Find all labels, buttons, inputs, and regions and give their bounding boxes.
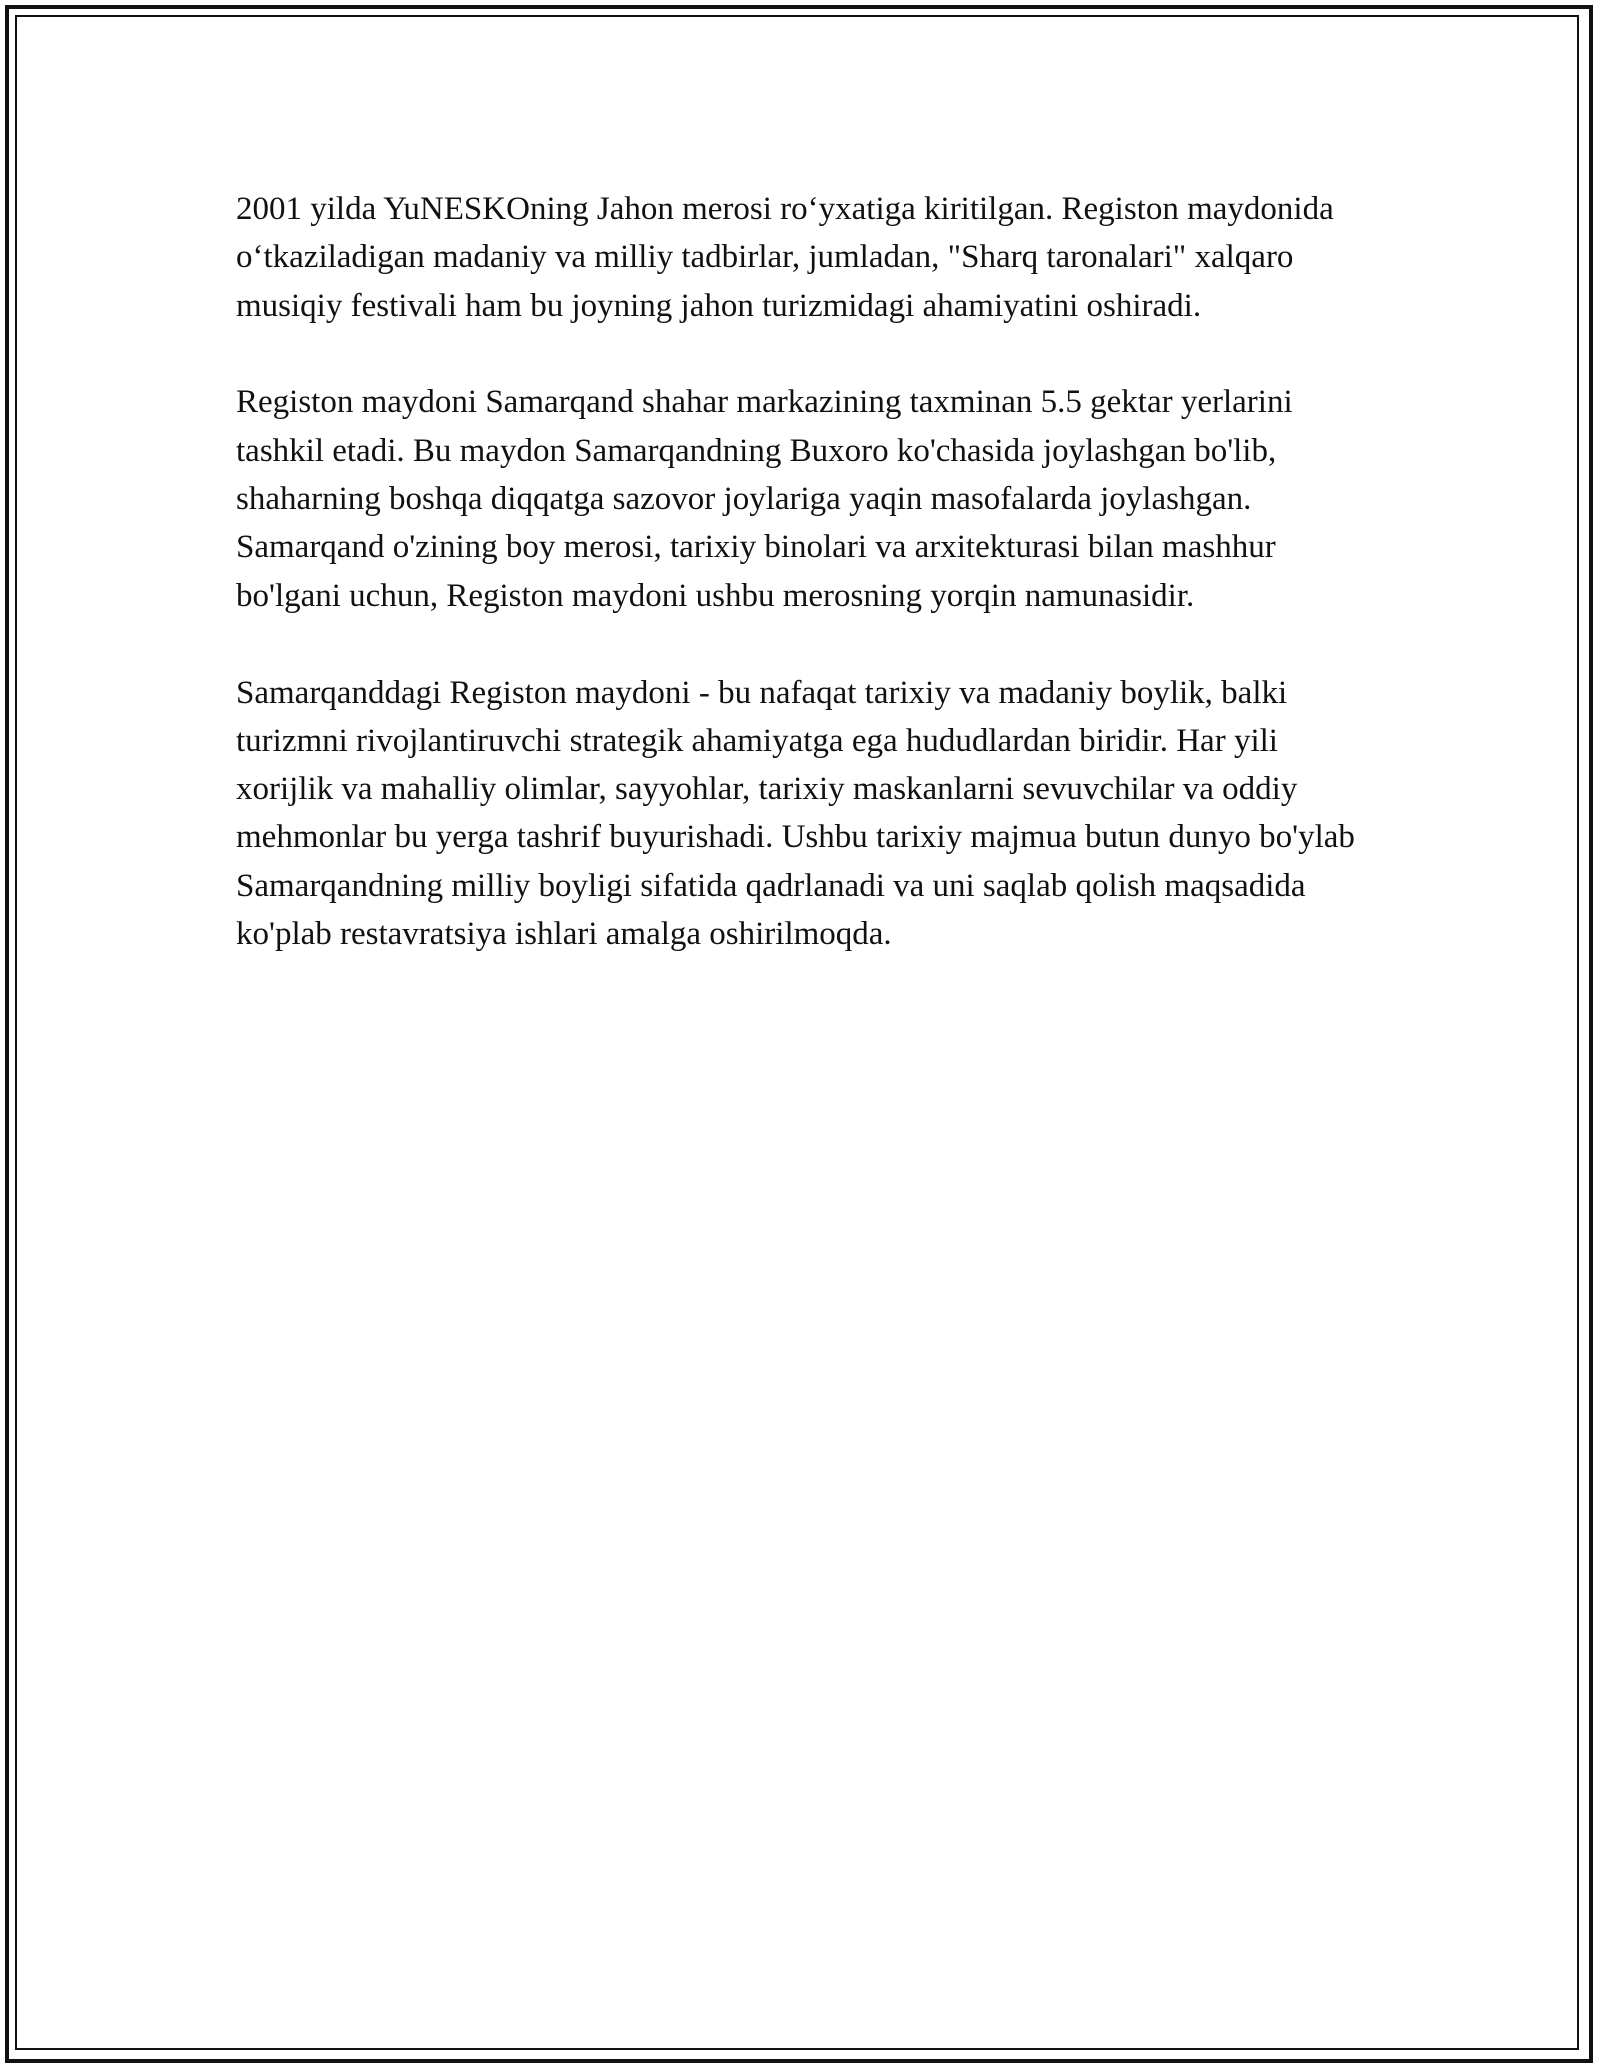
paragraph-location: Registon maydoni Samarqand shahar markazining taxminan 5.5 gektar yerlarini tashkil etadi. Bu maydon Samarqandning Buxoro ko'chasida joylashgan bo'lib, shaharning boshqa diqqatga sazovor joylariga yaqin masofalarda joylashgan. Samarqand o'zining boy merosi, tarixiy binolari va arxitekturasi bilan mashhur bo'lgani uchun, Registon maydoni ushbu merosning yorqin namunasidir. [236, 384, 1293, 614]
paragraph-unesco: 2001 yilda YuNESKOning Jahon merosi ro‘yxatiga kiritilgan. Registon maydonida o‘tkaziladigan madaniy va milliy tadbirlar, jumladan, "Sharq taronalari" xalqaro musiqiy festivali ham bu joyning jahon turizmidagi ahamiyatini oshiradi. [236, 191, 1334, 324]
document-body [236, 185, 1366, 1007]
paragraph-tourism: Samarqanddagi Registon maydoni - bu nafaqat tarixiy va madaniy boylik, balki turizmni rivojlantiruvchi strategik ahamiyatga ega hududlardan biridir. Har yili xorijlik va mahalliy olimlar, sayyohlar, tarixiy maskanlarni sevuvchilar va oddiy mehmonlar bu yerga tashrif buyurishadi. Ushbu tarixiy majmua butun dunyo bo'ylab Samarqandning milliy boyligi sifatida qadrlanadi va uni saqlab qolish maqsadida ko'plab restavratsiya ishlari amalga oshirilmoqda. [236, 674, 1355, 953]
